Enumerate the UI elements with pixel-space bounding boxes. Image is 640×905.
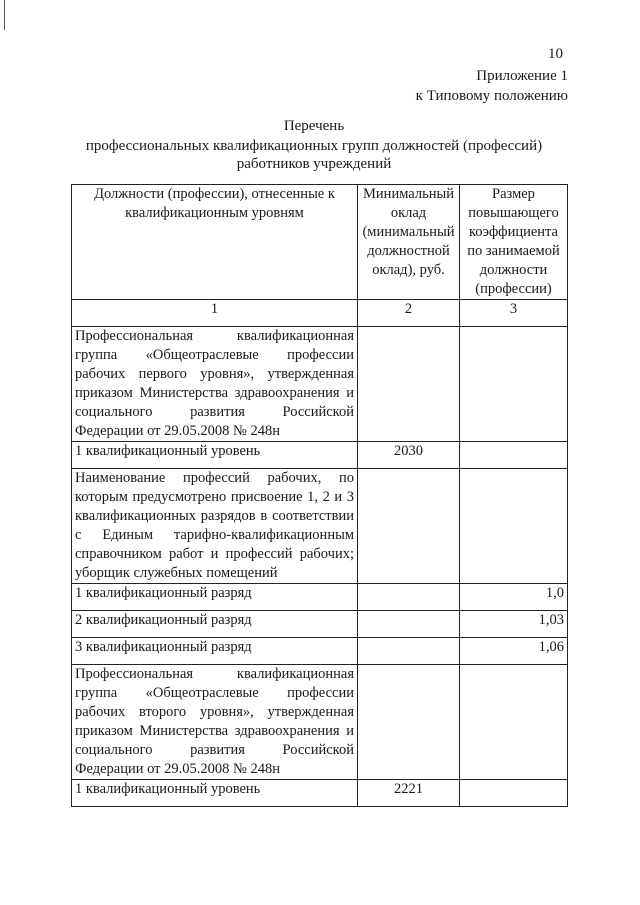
document-subtitle-cont: работников учреждений xyxy=(236,156,392,172)
row-coefficient: 1,03 xyxy=(460,611,568,638)
row-coefficient xyxy=(460,665,568,780)
qualification-groups-table xyxy=(71,184,568,807)
row-coefficient xyxy=(460,327,568,442)
row-salary xyxy=(358,638,460,665)
row-salary xyxy=(358,469,460,584)
row-text: 1 квалификационный разряд xyxy=(72,584,358,611)
header-coefficient: Размер повышающего коэффициента по занимаемой должности (профессии) xyxy=(460,185,568,300)
page-number: 10 xyxy=(548,46,563,62)
column-number: 2 xyxy=(358,300,460,327)
row-coefficient xyxy=(460,442,568,469)
header-positions: Должности (профессии), отнесенные к квалификационным уровням xyxy=(72,185,358,300)
scan-edge-mark xyxy=(4,0,5,30)
table-row xyxy=(72,638,568,665)
table-row xyxy=(72,665,568,780)
column-number: 1 xyxy=(72,300,358,327)
header-min-salary: Минимальный оклад (минимальный должностной оклад), руб. xyxy=(358,185,460,300)
table-row xyxy=(72,442,568,469)
appendix-label: Приложение 1 xyxy=(476,68,568,84)
row-coefficient xyxy=(460,469,568,584)
row-salary xyxy=(358,611,460,638)
row-coefficient: 1,06 xyxy=(460,638,568,665)
row-text: Профессиональная квалификационная группа «Общеотраслевые профессии рабочих второго уровня», утвержденная приказом Министерства здравоохранения и социального развития Российской Федерации от 29.05.2008 № 248н xyxy=(72,665,358,780)
table-row xyxy=(72,780,568,807)
row-salary: 2221 xyxy=(358,780,460,807)
row-salary xyxy=(358,584,460,611)
row-text: Наименование профессий рабочих, по которым предусмотрено присвоение 1, 2 и 3 квалификационных разрядов в соответствии с Единым тарифно-квалификационным справочником работ и профессий рабочих; уборщик служебных помещений xyxy=(72,469,358,584)
row-text: Профессиональная квалификационная группа «Общеотраслевые профессии рабочих первого уровня», утвержденная приказом Министерства здравоохранения и социального развития Российской Федерации от 29.05.2008 № 248н xyxy=(72,327,358,442)
row-text: 2 квалификационный разряд xyxy=(72,611,358,638)
row-salary: 2030 xyxy=(358,442,460,469)
appendix-reference: к Типовому положению xyxy=(415,88,568,104)
row-text: 1 квалификационный уровень xyxy=(72,780,358,807)
table-row xyxy=(72,584,568,611)
column-numbers-row xyxy=(72,300,568,327)
table-header-row xyxy=(72,185,568,300)
table-row xyxy=(72,469,568,584)
row-coefficient: 1,0 xyxy=(460,584,568,611)
column-number: 3 xyxy=(460,300,568,327)
row-text: 1 квалификационный уровень xyxy=(72,442,358,469)
row-text: 3 квалификационный разряд xyxy=(72,638,358,665)
document-title: Перечень xyxy=(283,118,345,134)
document-subtitle: профессиональных квалификационных групп должностей (профессий) xyxy=(85,138,543,154)
table-row xyxy=(72,611,568,638)
row-salary xyxy=(358,665,460,780)
row-coefficient xyxy=(460,780,568,807)
row-salary xyxy=(358,327,460,442)
table-row xyxy=(72,327,568,442)
